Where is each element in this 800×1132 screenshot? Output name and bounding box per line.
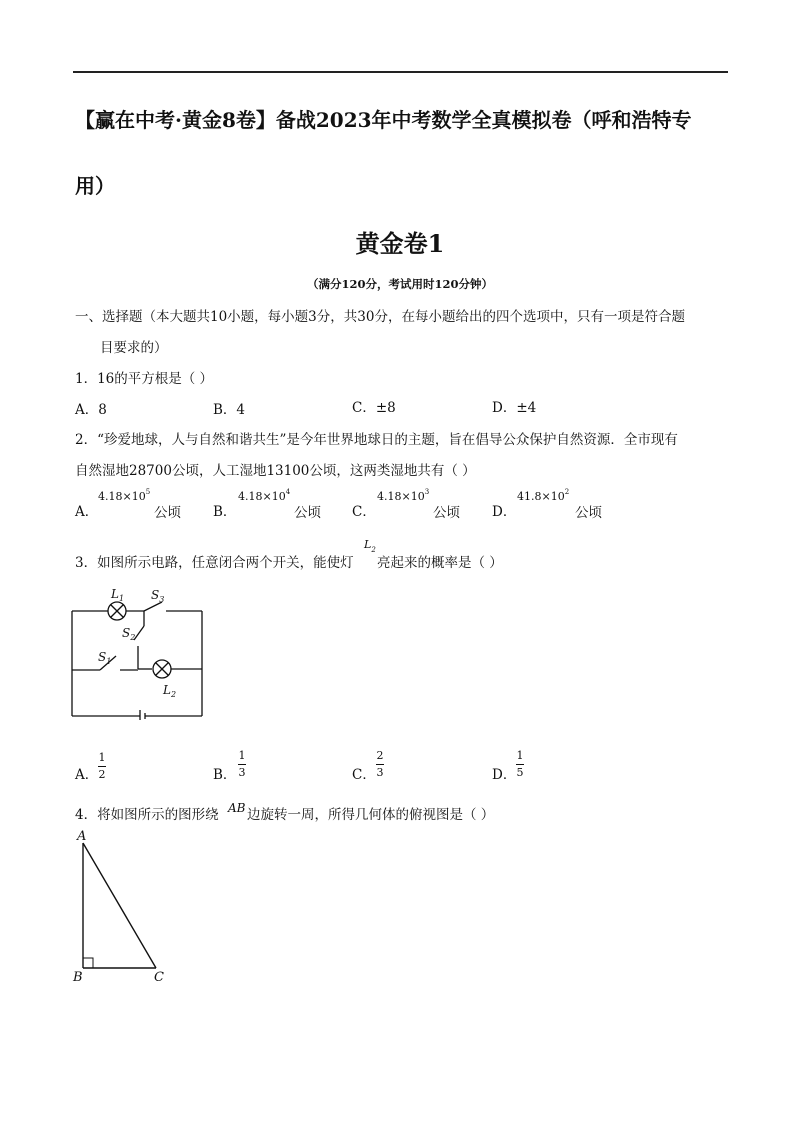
option-label: C． — [352, 504, 376, 520]
section-heading-line2: 目要求的） — [100, 340, 168, 356]
option-label: B． — [213, 504, 237, 520]
q1-option-c — [352, 396, 396, 416]
label-l1: $L_1$ — [111, 587, 125, 603]
circuit-diagram — [70, 584, 210, 720]
q3-option-c-fraction: 2 3 — [376, 749, 384, 779]
vertex-b: B — [73, 970, 83, 985]
q3-stem-after: 亮起来的概率是（ ） — [377, 555, 503, 571]
option-label: D． — [492, 400, 517, 416]
q4-edge-symbol: AB — [228, 801, 246, 815]
label-s1: $S_1$ — [98, 650, 112, 666]
q3-option-a-fraction: 1 2 — [98, 751, 106, 781]
option-text: ±8 — [375, 400, 396, 416]
q2-stem-line1: 2．“珍爱地球，人与自然和谐共生”是今年世界地球日的主题，旨在倡导公众保护自然资源．全市现有 — [75, 432, 678, 448]
vertex-c: C — [154, 970, 164, 985]
q2-option-a-unit: 公顷 — [154, 505, 181, 521]
q4-stem-before: 4．将如图所示的图形绕 — [75, 807, 219, 823]
q3-option-a-label: A． — [75, 767, 99, 783]
q3-option-b-fraction: 1 3 — [238, 749, 246, 779]
top-rule — [73, 71, 728, 73]
paper-title: 黄金卷1 — [355, 229, 445, 258]
q4-stem-after: 边旋转一周，所得几何体的俯视图是（ ） — [247, 807, 495, 823]
option-label: B． — [213, 402, 237, 418]
option-text: ±4 — [516, 400, 537, 416]
option-label: A． — [75, 402, 99, 418]
q1-option-d — [492, 396, 536, 416]
document-title-line2: 用） — [75, 174, 115, 198]
q2-option-d-value: $41.8\times 10^2$ — [517, 488, 570, 503]
q3-lamp-symbol: $L_2$ — [364, 538, 376, 554]
q2-option-a — [75, 500, 98, 520]
q2-option-b — [213, 500, 236, 520]
q2-option-b-unit: 公顷 — [294, 505, 321, 521]
q2-option-b-value: $4.18\times 10^4$ — [238, 488, 291, 503]
option-label: A． — [75, 504, 99, 520]
q2-option-a-value: $4.18\times 10^5$ — [98, 488, 151, 503]
q3-option-b-label: B． — [213, 767, 237, 783]
vertex-a: A — [77, 829, 87, 844]
option-label: D． — [492, 504, 517, 520]
q3-stem-before: 3．如图所示电路，任意闭合两个开关，能使灯 — [75, 555, 354, 571]
q1-option-a — [75, 398, 107, 418]
label-s2: $S_2$ — [122, 626, 136, 642]
q3-option-d-label: D． — [492, 767, 517, 783]
triangle-diagram — [70, 826, 180, 986]
section-heading-line1: 一、选择题（本大题共10小题，每小题3分，共30分，在每小题给出的四个选项中，只有一项是符合题 — [75, 309, 685, 325]
q2-option-c — [352, 500, 376, 520]
q1-option-b — [213, 398, 245, 418]
q2-stem-line2: 自然湿地28700公顷，人工湿地13100公顷，这两类湿地共有（ ） — [75, 463, 476, 479]
option-text: 8 — [98, 402, 107, 418]
option-text: 4 — [236, 402, 246, 418]
label-s3: $S_3$ — [151, 588, 165, 604]
q1-stem: 1．16的平方根是（ ） — [75, 371, 214, 387]
document-title-line1: 【赢在中考·黄金8卷】备战2023年中考数学全真模拟卷（呼和浩特专 — [75, 108, 692, 132]
label-l2: $L_2$ — [163, 683, 177, 699]
q2-option-c-value: $4.18\times 10^3$ — [377, 488, 430, 503]
q3-option-c-label: C． — [352, 767, 376, 783]
option-label: C． — [352, 400, 376, 416]
q2-option-d — [492, 500, 516, 520]
exam-info: （满分120分，考试用时120分钟） — [306, 277, 493, 291]
q2-option-d-unit: 公顷 — [575, 505, 602, 521]
q3-option-d-fraction: 1 5 — [516, 749, 524, 779]
q2-option-c-unit: 公顷 — [433, 505, 460, 521]
